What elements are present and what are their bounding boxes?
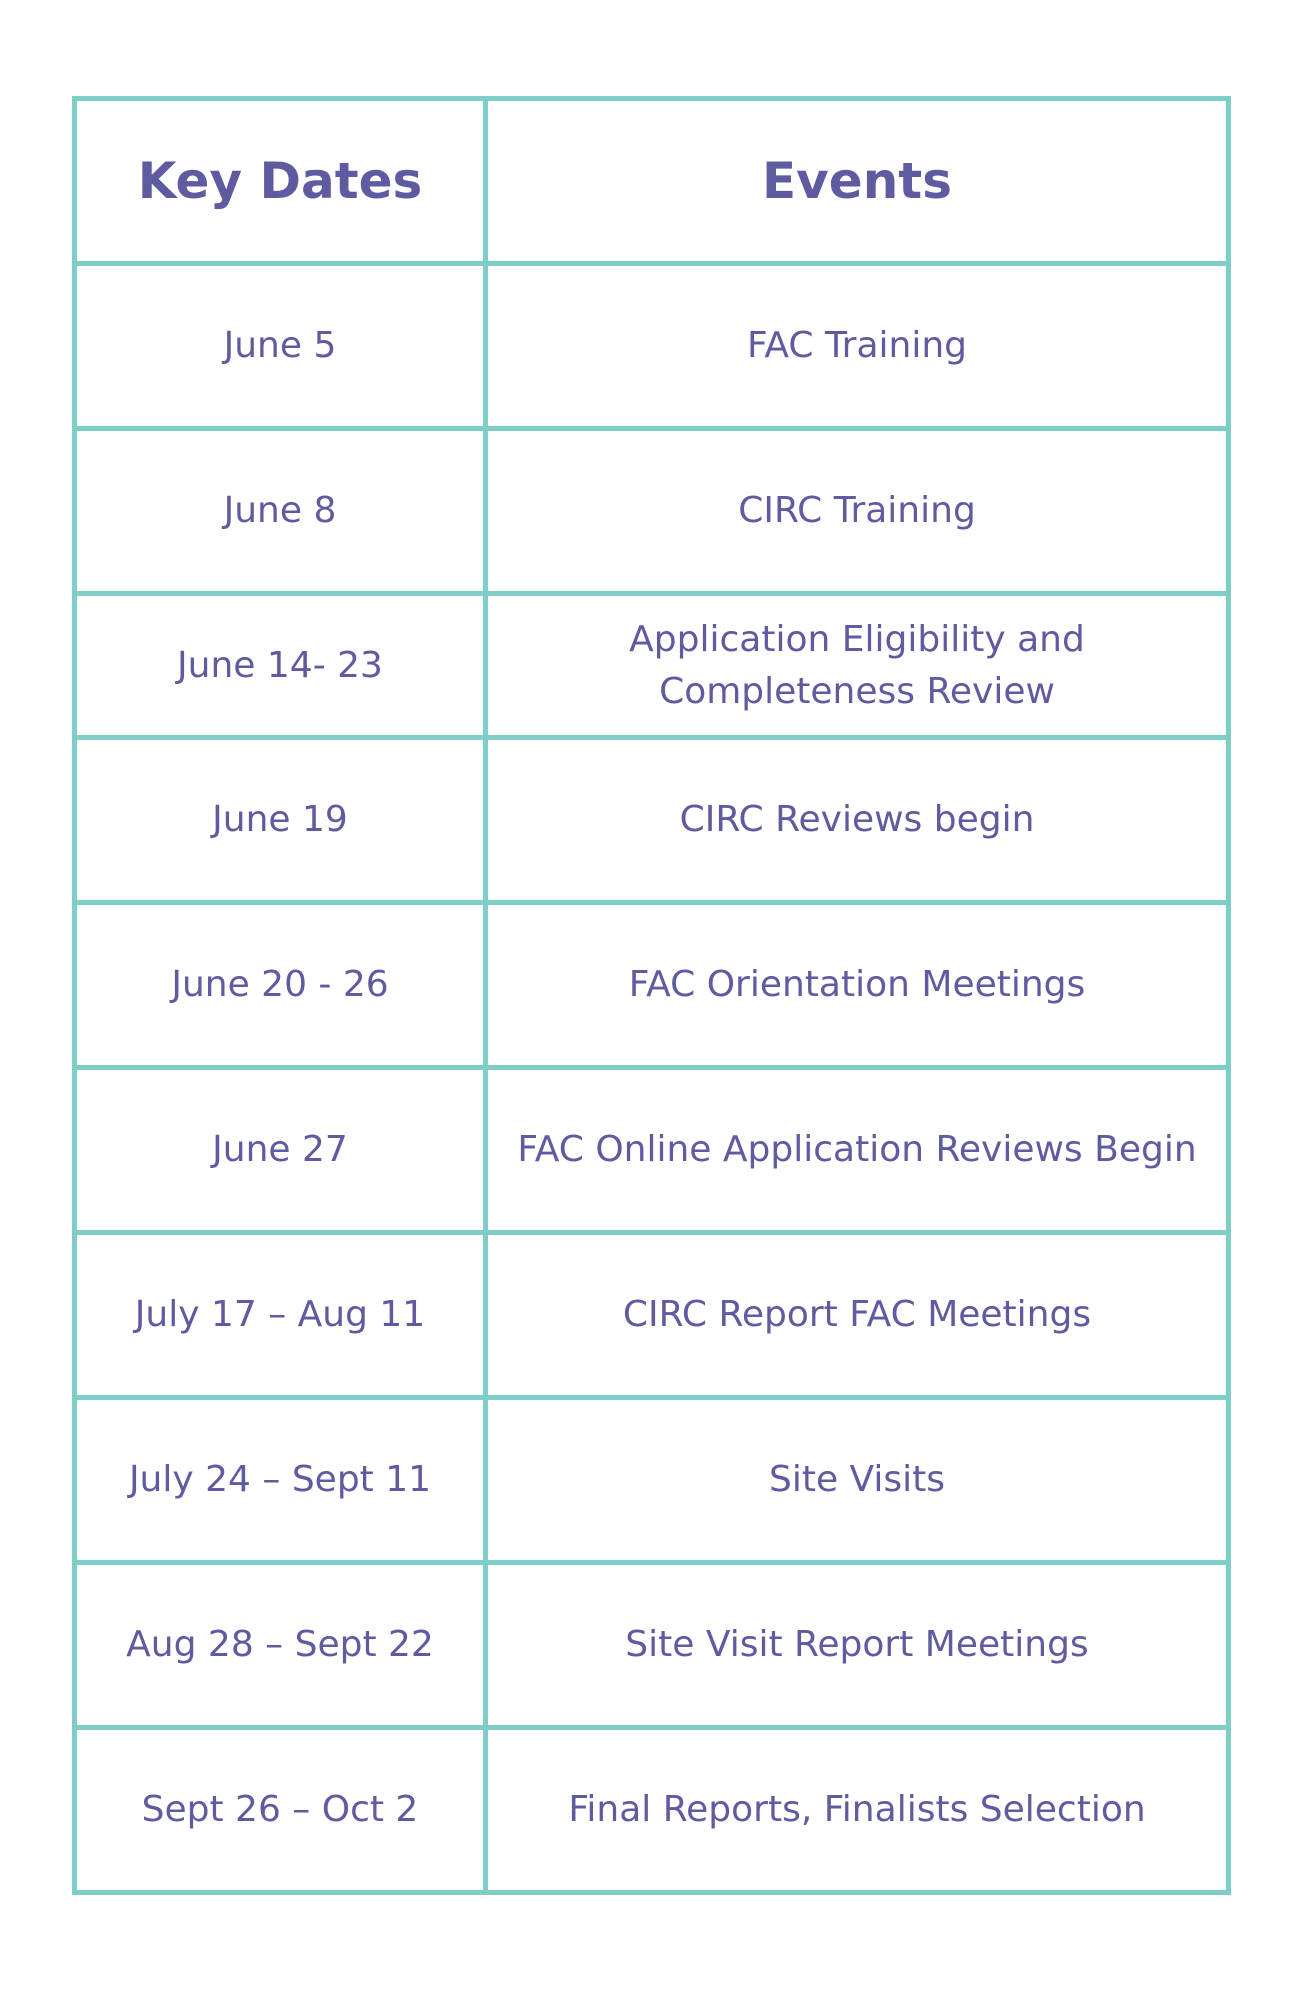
- events-header: Events: [486, 99, 1229, 264]
- date-cell: July 17 – Aug 11: [75, 1233, 486, 1398]
- date-cell: June 8: [75, 429, 486, 594]
- event-cell: FAC Training: [486, 264, 1229, 429]
- key-dates-table: [72, 96, 1231, 1895]
- table-row: [75, 1728, 1229, 1893]
- table-row: [75, 264, 1229, 429]
- table-row: [75, 1563, 1229, 1728]
- date-cell: June 14- 23: [75, 594, 486, 738]
- table-header-row: [75, 99, 1229, 264]
- date-cell: July 24 – Sept 11: [75, 1398, 486, 1563]
- event-cell: CIRC Report FAC Meetings: [486, 1233, 1229, 1398]
- key-dates-header: Key Dates: [75, 99, 486, 264]
- table-row: [75, 903, 1229, 1068]
- event-cell: FAC Orientation Meetings: [486, 903, 1229, 1068]
- date-cell: June 19: [75, 738, 486, 903]
- table-row: [75, 1398, 1229, 1563]
- event-cell: Site Visit Report Meetings: [486, 1563, 1229, 1728]
- event-cell: Site Visits: [486, 1398, 1229, 1563]
- date-cell: June 27: [75, 1068, 486, 1233]
- table-row: [75, 1233, 1229, 1398]
- event-cell: CIRC Training: [486, 429, 1229, 594]
- event-cell: Application Eligibility and Completeness Review: [486, 594, 1229, 738]
- table-row: [75, 1068, 1229, 1233]
- table-row: [75, 738, 1229, 903]
- date-cell: Aug 28 – Sept 22: [75, 1563, 486, 1728]
- event-cell: CIRC Reviews begin: [486, 738, 1229, 903]
- event-cell: FAC Online Application Reviews Begin: [486, 1068, 1229, 1233]
- date-cell: Sept 26 – Oct 2: [75, 1728, 486, 1893]
- event-cell: Final Reports, Finalists Selection: [486, 1728, 1229, 1893]
- table-row: [75, 429, 1229, 594]
- date-cell: June 5: [75, 264, 486, 429]
- table-row: [75, 594, 1229, 738]
- key-dates-table-container: [72, 96, 1226, 1895]
- date-cell: June 20 - 26: [75, 903, 486, 1068]
